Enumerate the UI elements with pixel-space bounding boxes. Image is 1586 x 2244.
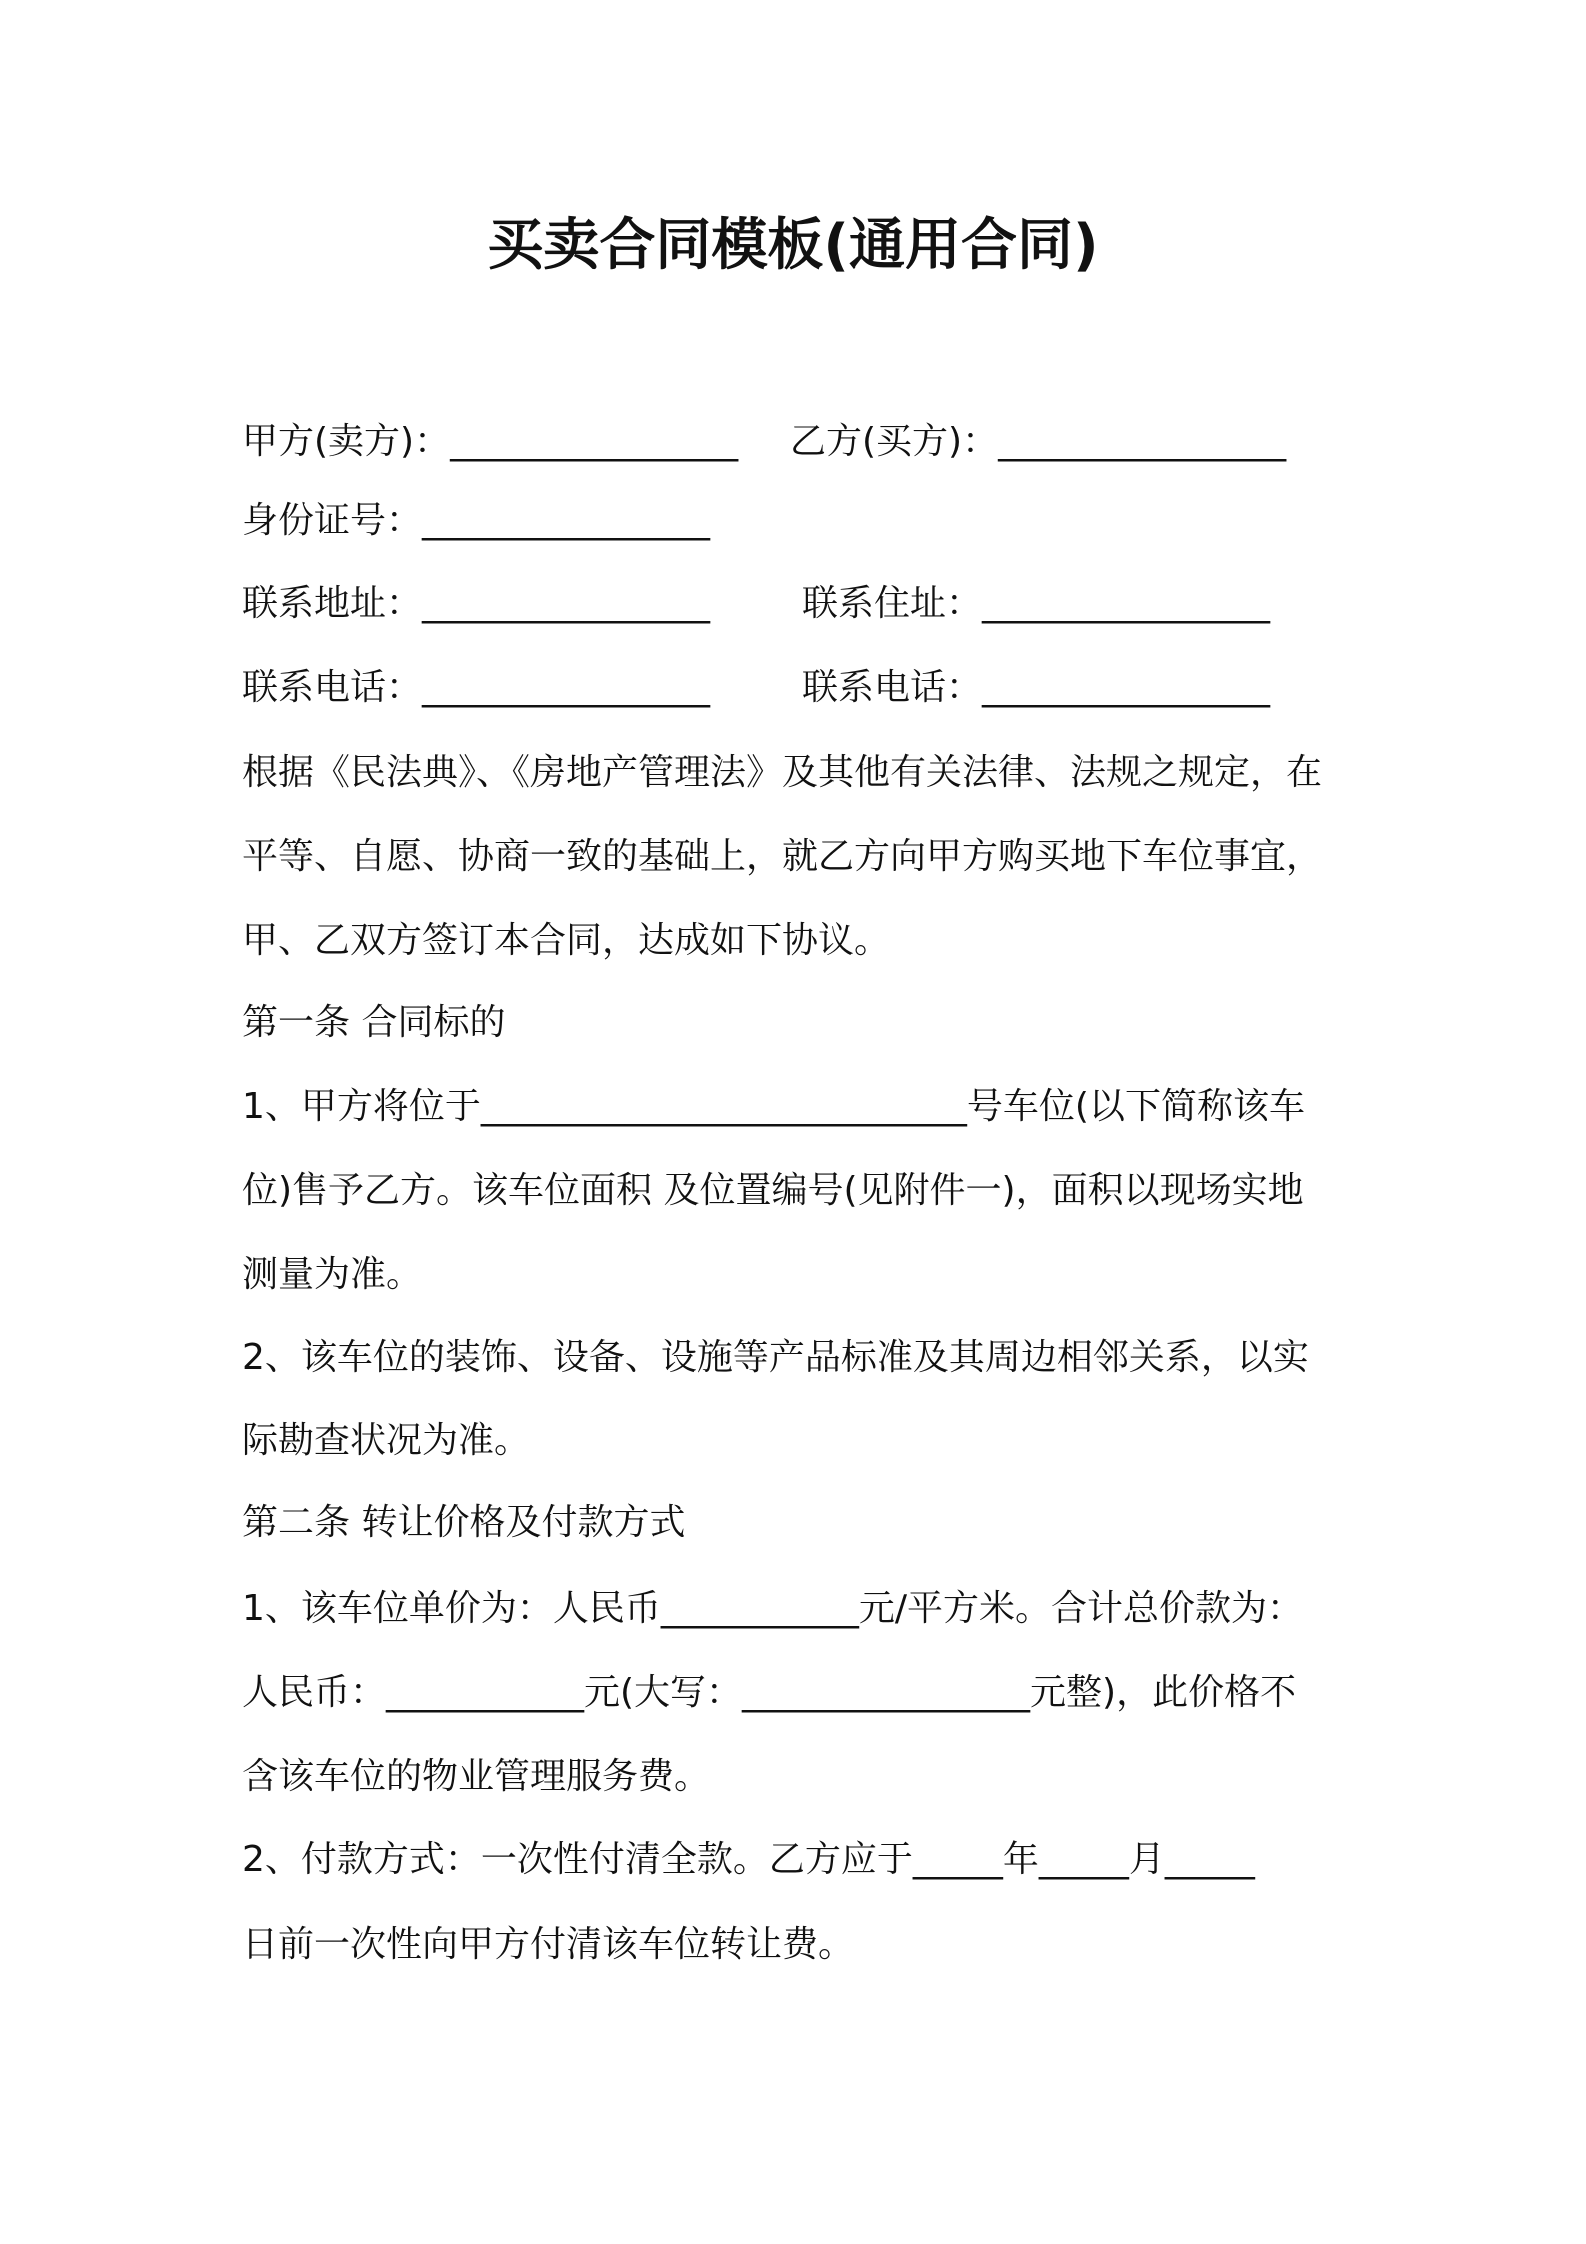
document-title: 买卖合同模板(通用合同) bbox=[487, 213, 1099, 278]
contact-address-field: 联系地址：________________ bbox=[242, 583, 711, 624]
article1-item2-line: 2、该车位的装饰、设备、设施等产品标准及其周边相邻关系，以实 bbox=[242, 1337, 1309, 1378]
article1-heading: 第一条 合同标的 bbox=[242, 1002, 506, 1043]
article2-item2-line: 日前一次性向甲方付清该车位转让费。 bbox=[242, 1924, 855, 1965]
party-a-field: 甲方(卖方)：________________ bbox=[242, 421, 739, 462]
article2-item1-line: 含该车位的物业管理服务费。 bbox=[242, 1756, 711, 1797]
article2-item1-line: 人民币：___________元(大写：________________元整)，此价格不 bbox=[242, 1672, 1297, 1713]
article1-item1-line: 位)售予乙方。该车位面积 及位置编号(见附件一)，面积以现场实地 bbox=[242, 1170, 1304, 1211]
id-number-field: 身份证号：________________ bbox=[242, 500, 711, 541]
preamble-line: 根据《民法典》、《房地产管理法》及其他有关法律、法规之规定，在 bbox=[242, 752, 1323, 793]
article2-item2-line: 2、付款方式：一次性付清全款。乙方应于_____年_____月_____ bbox=[242, 1839, 1255, 1880]
article2-heading: 第二条 转让价格及付款方式 bbox=[242, 1502, 686, 1543]
article1-item1-line: 测量为准。 bbox=[242, 1254, 423, 1295]
article1-item2-line: 际勘查状况为准。 bbox=[242, 1420, 531, 1461]
party-b-field: 乙方(买方)：________________ bbox=[790, 421, 1287, 462]
preamble-line: 平等、自愿、协商一致的基础上，就乙方向甲方购买地下车位事宜， bbox=[242, 836, 1323, 877]
contact-phone-a-field: 联系电话：________________ bbox=[242, 667, 711, 708]
contact-phone-b-field: 联系电话：________________ bbox=[802, 667, 1271, 708]
contact-residence-field: 联系住址：________________ bbox=[802, 583, 1271, 624]
article2-item1-line: 1、该车位单价为：人民币___________元/平方米。合计总价款为： bbox=[242, 1588, 1304, 1629]
preamble-line: 甲、乙双方签订本合同，达成如下协议。 bbox=[242, 920, 891, 961]
article1-item1-line: 1、甲方将位于___________________________号车位(以下简称该车 bbox=[242, 1086, 1305, 1127]
